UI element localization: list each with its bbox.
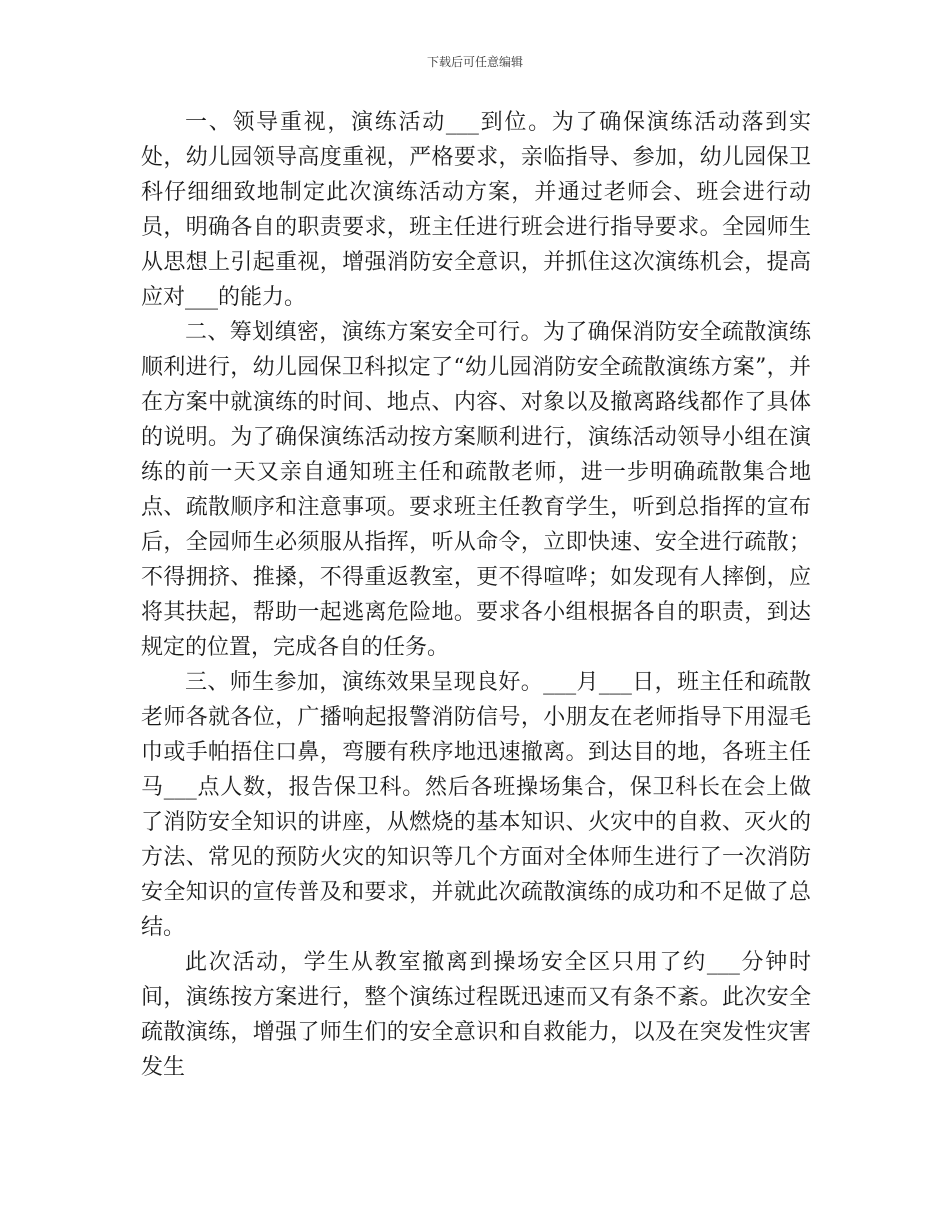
- page-header-note: 下载后可任意编辑: [426, 55, 523, 69]
- paragraph-2: 二、筹划缜密，演练方案安全可行。为了确保消防安全疏散演练顺利进行，幼儿园保卫科拟定了“幼儿园消防安全疏散演练方案”，并在方案中就演练的时间、地点、内容、对象以及撤离路线都作了具体的说明。为了确保演练活动按方案顺利进行，演练活动领导小组在演练的前一天又亲自通知班主任和疏散老师，进一步明确疏散集合地点、疏散顺序和注意事项。要求班主任教育学生，听到总指挥的宣布后，全园师生必须服从指挥，听从命令，立即快速、安全进行疏散；不得拥挤、推搡，不得重返教室，更不得喧哗；如发现有人摔倒，应将其扶起，帮助一起逃离危险地。要求各小组根据各自的职责，到达规定的位置，完成各自的任务。: [141, 320, 811, 660]
- paragraph-3: 三、师生参加，演练效果呈现良好。___月___日，班主任和疏散老师各就各位，广播响起报警消防信号，小朋友在老师指导下用湿毛巾或手帕捂住口鼻，弯腰有秩序地迅速撤离。到达目的地，各班主任马___点人数，报告保卫科。然后各班操场集合，保卫科长在会上做了消防安全知识的讲座，从燃烧的基本知识、火灾中的自救、灭火的方法、常见的预防火灾的知识等几个方面对全体师生进行了一次消防安全知识的宣传普及和要求，并就此次疏散演练的成功和不足做了总结。: [141, 670, 811, 940]
- paragraph-1: 一、领导重视，演练活动___到位。为了确保演练活动落到实处，幼儿园领导高度重视，严格要求，亲临指导、参加，幼儿园保卫科仔细细致地制定此次演练活动方案，并通过老师会、班会进行动员，明确各自的职责要求，班主任进行班会进行指导要求。全园师生从思想上引起重视，增强消防安全意识，并抓住这次演练机会，提高应对___的能力。: [141, 110, 811, 310]
- document-body: [141, 105, 811, 1085]
- paragraph-4: 此次活动，学生从教室撤离到操场安全区只用了约___分钟时间，演练按方案进行，整个演练过程既迅速而又有条不紊。此次安全疏散演练，增强了师生们的安全意识和自救能力，以及在突发性灾害发生: [141, 950, 811, 1080]
